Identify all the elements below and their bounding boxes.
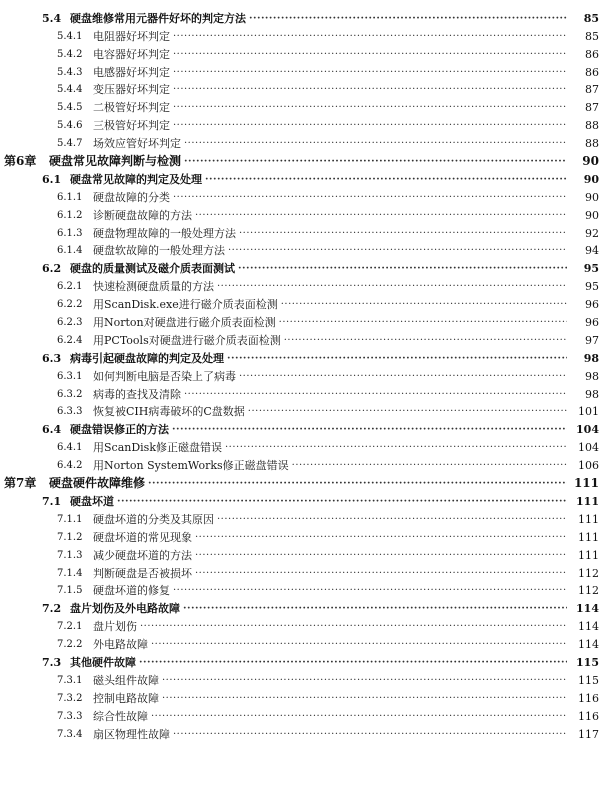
- entry-number: 7.3.1: [57, 674, 83, 686]
- toc-entry-subsection: [0, 186, 609, 204]
- entry-title: 用ScanDisk修正磁盘错误: [93, 441, 222, 455]
- page-number: 111: [578, 548, 599, 562]
- entry-title: 病毒引起硬盘故障的判定及处理: [70, 351, 224, 365]
- leader-dots: [172, 423, 567, 436]
- toc-entry-subsection: [0, 43, 609, 61]
- entry-number: 6.2.3: [57, 317, 83, 329]
- leader-dots: [281, 298, 567, 311]
- page-number: 101: [578, 405, 599, 419]
- page-number: 106: [578, 459, 599, 473]
- entry-title: 病毒的查找及清除: [93, 387, 181, 401]
- entry-title: 硬盘坏道的修复: [93, 584, 170, 598]
- leader-dots: [248, 405, 567, 418]
- toc-entry-subsection: [0, 544, 609, 562]
- toc-entry-subsection: [0, 454, 609, 472]
- page-number: 95: [585, 280, 599, 294]
- entry-title: 减少硬盘坏道的方法: [93, 548, 192, 562]
- leader-dots: [195, 549, 567, 562]
- toc-entry-subsection: [0, 401, 609, 419]
- leader-dots: [173, 101, 567, 114]
- leader-dots: [117, 495, 567, 508]
- entry-number: 7.3.4: [57, 728, 83, 740]
- toc-entry-subsection: [0, 562, 609, 580]
- leader-dots: [173, 66, 567, 79]
- page-number: 92: [585, 226, 599, 240]
- toc-entry-subsection: [0, 669, 609, 687]
- toc-entry-subsection: [0, 705, 609, 723]
- leader-dots: [195, 567, 567, 580]
- page-number: 104: [578, 441, 599, 455]
- page-number: 90: [585, 190, 599, 204]
- toc-entry-subsection: [0, 508, 609, 526]
- entry-title: 硬盘软故障的一般处理方法: [93, 244, 225, 258]
- entry-number: 7.2.2: [57, 639, 83, 651]
- toc-entry-subsection: [0, 365, 609, 383]
- page-number: 115: [576, 655, 599, 669]
- entry-number: 6.4: [42, 423, 62, 437]
- toc-entry-subsection: [0, 132, 609, 150]
- leader-dots: [238, 262, 567, 275]
- entry-title: 盘片划伤及外电路故障: [70, 602, 180, 616]
- leader-dots: [284, 334, 567, 347]
- leader-dots: [162, 674, 567, 687]
- toc-entry-subsection: [0, 96, 609, 114]
- leader-dots: [239, 370, 567, 383]
- toc-entry-section: [0, 651, 609, 669]
- leader-dots: [217, 513, 567, 526]
- entry-title: 磁头组件故障: [93, 673, 159, 687]
- leader-dots: [225, 441, 567, 454]
- leader-dots: [173, 83, 567, 96]
- entry-number: 6.1.4: [57, 245, 83, 257]
- toc-entry-subsection: [0, 580, 609, 598]
- toc-entry-subsection: [0, 723, 609, 741]
- leader-dots: [227, 352, 567, 365]
- entry-number: 7.2.1: [57, 621, 83, 633]
- leader-dots: [173, 30, 567, 43]
- entry-title: 硬盘常见故障的判定及处理: [70, 172, 202, 186]
- toc-entry-section: [0, 490, 609, 508]
- page-number: 88: [585, 119, 599, 133]
- toc-entry-subsection: [0, 383, 609, 401]
- leader-dots: [217, 280, 567, 293]
- entry-title: 硬盘坏道: [70, 494, 114, 508]
- entry-number: 6.3: [42, 351, 62, 365]
- entry-number: 6.3.1: [57, 370, 83, 382]
- page-number: 96: [585, 298, 599, 312]
- leader-dots: [184, 137, 567, 150]
- page-number: 111: [578, 512, 599, 526]
- leader-dots: [139, 656, 567, 669]
- entry-number: 7.3.3: [57, 710, 83, 722]
- entry-number: 7.1.4: [57, 567, 83, 579]
- page-number: 111: [573, 476, 599, 491]
- entry-number: 6.1.3: [57, 227, 83, 239]
- entry-title: 用PCTools对硬盘进行磁介质表面检测: [93, 333, 281, 347]
- toc-entry-section: [0, 418, 609, 436]
- entry-title: 硬盘错误修正的方法: [70, 423, 169, 437]
- page-number: 97: [585, 333, 599, 347]
- entry-number: 6.1.1: [57, 191, 83, 203]
- page-number: 90: [585, 208, 599, 222]
- toc-entry-subsection: [0, 79, 609, 97]
- entry-title: 硬盘常见故障判断与检测: [49, 154, 182, 169]
- entry-number: 6.2.2: [57, 299, 83, 311]
- entry-title: 其他硬件故障: [70, 655, 136, 669]
- page-number: 115: [578, 673, 599, 687]
- leader-dots: [249, 12, 567, 25]
- entry-number: 6.1.2: [57, 209, 83, 221]
- entry-number: 6.2.1: [57, 281, 83, 293]
- page-number: 114: [576, 602, 599, 616]
- entry-title: 综合性故障: [93, 709, 148, 723]
- page-number: 96: [585, 316, 599, 330]
- leader-dots: [173, 119, 567, 132]
- entry-title: 变压器好坏判定: [93, 83, 170, 97]
- leader-dots: [228, 244, 567, 257]
- toc-entry-subsection: [0, 526, 609, 544]
- page-number: 112: [578, 584, 599, 598]
- leader-dots: [195, 531, 567, 544]
- toc-entry-subsection: [0, 61, 609, 79]
- page-number: 87: [585, 83, 599, 97]
- entry-number: 6.4.2: [57, 460, 83, 472]
- leader-dots: [173, 48, 567, 61]
- toc-entry-chapter: [0, 472, 609, 490]
- page-number: 104: [576, 423, 599, 437]
- entry-number: 7.1.3: [57, 549, 83, 561]
- page-number: 98: [585, 387, 599, 401]
- entry-title: 电阻器好坏判定: [93, 29, 170, 43]
- toc-entry-subsection: [0, 114, 609, 132]
- entry-title: 电容器好坏判定: [93, 47, 170, 61]
- entry-number: 6.1: [42, 172, 62, 186]
- leader-dots: [173, 584, 567, 597]
- entry-number: 5.4.6: [57, 120, 83, 132]
- entry-title: 恢复被CIH病毒破坏的C盘数据: [93, 405, 245, 419]
- page-number: 90: [583, 172, 599, 186]
- table-of-contents: [0, 7, 609, 741]
- leader-dots: [184, 388, 567, 401]
- entry-number: 7.1.1: [57, 513, 83, 525]
- leader-dots: [148, 477, 567, 490]
- leader-dots: [140, 620, 567, 633]
- entry-number: 6.3.3: [57, 406, 83, 418]
- leader-dots: [279, 316, 567, 329]
- toc-entry-section: [0, 347, 609, 365]
- entry-number: 7.1.5: [57, 585, 83, 597]
- page-number: 86: [585, 65, 599, 79]
- toc-entry-subsection: [0, 293, 609, 311]
- entry-number: 6.3.2: [57, 388, 83, 400]
- page-number: 116: [578, 691, 599, 705]
- entry-title: 用Norton对硬盘进行磁介质表面检测: [93, 316, 276, 330]
- leader-dots: [162, 692, 567, 705]
- entry-title: 用Norton SystemWorks修正磁盘错误: [93, 459, 289, 473]
- page-number: 112: [578, 566, 599, 580]
- toc-entry-subsection: [0, 329, 609, 347]
- entry-number: 5.4.5: [57, 102, 83, 114]
- entry-title: 硬盘坏道的分类及其原因: [93, 512, 214, 526]
- entry-title: 电感器好坏判定: [93, 65, 170, 79]
- page-number: 86: [585, 47, 599, 61]
- page-number: 88: [585, 137, 599, 151]
- entry-title: 扇区物理性故障: [93, 727, 170, 741]
- entry-number: 7.1: [42, 494, 62, 508]
- leader-dots: [239, 227, 567, 240]
- entry-number: 5.4.7: [57, 138, 83, 150]
- page-number: 111: [578, 530, 599, 544]
- entry-title: 硬盘坏道的常见现象: [93, 530, 192, 544]
- page-number: 117: [578, 727, 599, 741]
- entry-title: 快速检测硬盘质量的方法: [93, 280, 214, 294]
- entry-number: 6.2.4: [57, 334, 83, 346]
- toc-entry-subsection: [0, 25, 609, 43]
- entry-number: 5.4: [42, 11, 62, 25]
- toc-entry-section: [0, 257, 609, 275]
- entry-title: 三极管好坏判定: [93, 119, 170, 133]
- toc-entry-subsection: [0, 275, 609, 293]
- page-number: 114: [578, 638, 599, 652]
- leader-dots: [151, 710, 567, 723]
- toc-entry-subsection: [0, 311, 609, 329]
- entry-number: 6.2: [42, 262, 62, 276]
- entry-number: 6.4.1: [57, 442, 83, 454]
- entry-title: 如何判断电脑是否染上了病毒: [93, 369, 236, 383]
- toc-entry-subsection: [0, 687, 609, 705]
- entry-title: 硬盘硬件故障维修: [49, 476, 146, 491]
- page-number: 116: [578, 709, 599, 723]
- leader-dots: [173, 728, 567, 741]
- page-number: 90: [582, 154, 599, 169]
- toc-entry-subsection: [0, 633, 609, 651]
- entry-title: 硬盘物理故障的一般处理方法: [93, 226, 236, 240]
- toc-entry-chapter: [0, 150, 609, 168]
- entry-title: 用ScanDisk.exe进行磁介质表面检测: [93, 298, 278, 312]
- entry-title: 控制电路故障: [93, 691, 159, 705]
- toc-entry-section: [0, 597, 609, 615]
- page-number: 85: [585, 29, 599, 43]
- page-number: 85: [583, 11, 599, 25]
- entry-number: 7.3.2: [57, 692, 83, 704]
- entry-number: 7.1.2: [57, 531, 83, 543]
- entry-number: 5.4.3: [57, 66, 83, 78]
- entry-title: 硬盘维修常用元器件好坏的判定方法: [70, 11, 246, 25]
- toc-entry-subsection: [0, 240, 609, 258]
- entry-title: 硬盘故障的分类: [93, 190, 170, 204]
- leader-dots: [184, 155, 567, 168]
- leader-dots: [183, 602, 567, 615]
- entry-number: 5.4.2: [57, 48, 83, 60]
- leader-dots: [205, 173, 567, 186]
- entry-title: 诊断硬盘故障的方法: [93, 208, 192, 222]
- entry-number: 第6章: [4, 154, 37, 169]
- entry-number: 5.4.1: [57, 30, 83, 42]
- page-number: 98: [583, 351, 599, 365]
- entry-title: 二极管好坏判定: [93, 101, 170, 115]
- leader-dots: [151, 638, 567, 651]
- entry-number: 7.3: [42, 655, 62, 669]
- entry-number: 第7章: [4, 476, 37, 491]
- leader-dots: [173, 191, 567, 204]
- page-number: 94: [585, 244, 599, 258]
- toc-entry-subsection: [0, 615, 609, 633]
- entry-title: 硬盘的质量测试及磁介质表面测试: [70, 262, 235, 276]
- toc-entry-subsection: [0, 436, 609, 454]
- page-number: 87: [585, 101, 599, 115]
- toc-entry-subsection: [0, 204, 609, 222]
- entry-title: 盘片划伤: [93, 620, 137, 634]
- toc-entry-section: [0, 7, 609, 25]
- toc-entry-section: [0, 168, 609, 186]
- page-number: 95: [583, 262, 599, 276]
- leader-dots: [292, 459, 567, 472]
- entry-title: 判断硬盘是否被损坏: [93, 566, 192, 580]
- page-number: 114: [578, 620, 599, 634]
- page-number: 98: [585, 369, 599, 383]
- entry-title: 场效应管好坏判定: [93, 137, 181, 151]
- entry-title: 外电路故障: [93, 638, 148, 652]
- entry-number: 5.4.4: [57, 84, 83, 96]
- page-number: 111: [576, 494, 599, 508]
- leader-dots: [195, 209, 567, 222]
- toc-entry-subsection: [0, 222, 609, 240]
- entry-number: 7.2: [42, 602, 62, 616]
